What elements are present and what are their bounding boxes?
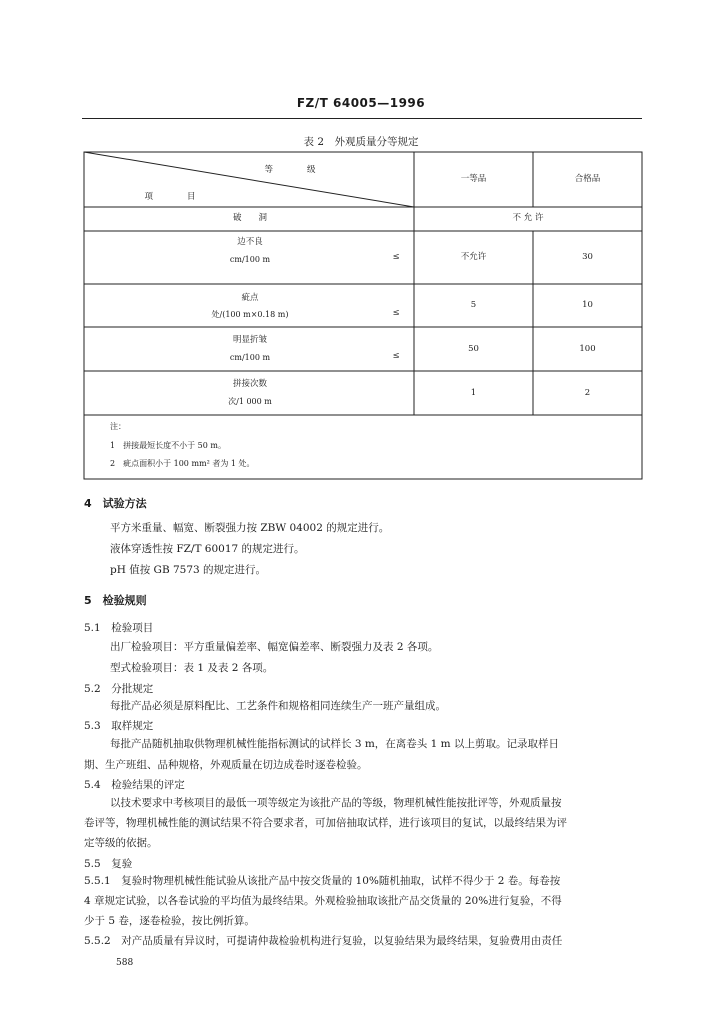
s55-title: 5.5 复验 xyxy=(84,858,133,870)
s51-line-1: 出厂检验项目：平方重量偏差率、幅宽偏差率、断裂强力及表 2 各项。 xyxy=(110,641,439,653)
row1-second: 30 xyxy=(582,252,593,262)
row1-name: 边不良 xyxy=(237,237,263,247)
s51-title: 5.1 检验项目 xyxy=(84,622,154,634)
section4-line-2: 液体穿透性按 FZ/T 60017 的规定进行。 xyxy=(110,543,305,555)
s52-line: 每批产品必须是原料配比、工艺条件和规格相同连续生产一班产量组成。 xyxy=(110,700,446,712)
s51-line-2: 型式检验项目：表 1 及表 2 各项。 xyxy=(110,662,274,674)
row2-sign: ≤ xyxy=(392,308,400,318)
row3-unit: cm/100 m xyxy=(229,353,271,362)
col-header-second: 合格品 xyxy=(574,174,601,184)
s53-line-1: 每批产品随机抽取供物理机械性能指标测试的试样长 3 m，在离卷头 1 m 以上剪取。记录取样日 xyxy=(110,738,559,750)
row1-first: 不允许 xyxy=(460,252,487,262)
corner-bottom-label: 项 目 xyxy=(144,192,196,202)
row3-first: 50 xyxy=(468,344,479,354)
row2-first: 5 xyxy=(470,300,477,310)
note-2: 2 疵点面积小于 100 mm² 者为 1 处。 xyxy=(110,459,255,468)
notes-title: 注： xyxy=(110,422,126,431)
row2-unit: 处/(100 m×0.18 m) xyxy=(211,310,289,319)
header-rule xyxy=(82,118,642,119)
row4-first: 1 xyxy=(470,388,477,398)
s551-line-1: 5.5.1 复验时物理机械性能试验从该批产品中按交货量的 10%随机抽取，试样不得少于 2 卷。每卷按 xyxy=(84,875,561,887)
row2-name: 疵点 xyxy=(241,293,259,303)
defect-value: 不 允 许 xyxy=(512,213,544,223)
row1-unit: cm/100 m xyxy=(229,255,271,264)
section4-line-3: pH 值按 GB 7573 的规定进行。 xyxy=(110,564,267,576)
row3-second: 100 xyxy=(579,344,596,354)
defect-label: 破 洞 xyxy=(232,213,267,223)
table-caption: 表 2 外观质量分等规定 xyxy=(303,136,419,148)
row3-name: 明显折皱 xyxy=(232,335,267,345)
section4-title: 4 试验方法 xyxy=(84,497,147,510)
note-1: 1 拼接最短长度不小于 50 m。 xyxy=(110,441,226,450)
corner-top-label: 等 级 xyxy=(264,165,316,175)
standard-code-header: FZ/T 64005—1996 xyxy=(296,96,426,110)
s54-line-1: 以技术要求中考核项目的最低一项等级定为该批产品的等级，物理机械性能按批评等，外观质量按 xyxy=(110,797,562,809)
row4-unit: 次/1 000 m xyxy=(228,397,272,406)
s52-title: 5.2 分批规定 xyxy=(84,683,154,695)
col-header-first: 一等品 xyxy=(460,174,487,184)
row4-name: 拼接次数 xyxy=(232,379,267,389)
s53-line-2: 期、生产班组、品种规格，外观质量在切边成卷时逐卷检验。 xyxy=(84,759,368,771)
section5-title: 5 检验规则 xyxy=(84,594,147,607)
s54-line-2: 卷评等，物理机械性能的测试结果不符合要求者，可加倍抽取试样，进行该项目的复试，以最终结果为评 xyxy=(84,817,567,829)
row3-sign: ≤ xyxy=(392,351,400,361)
section4-line-1: 平方米重量、幅宽、断裂强力按 ZBW 04002 的规定进行。 xyxy=(110,522,390,534)
row2-second: 10 xyxy=(582,300,593,310)
s54-line-3: 定等级的依据。 xyxy=(84,837,158,849)
row4-second: 2 xyxy=(584,388,591,398)
s551-line-3: 少于 5 卷，逐卷检验，按比例折算。 xyxy=(84,915,255,927)
page-number: 588 xyxy=(116,958,134,968)
s53-title: 5.3 取样规定 xyxy=(84,720,154,732)
s551-line-2: 4 章规定试验，以各卷试验的平均值为最终结果。外观检验抽取该批产品交货量的 20%进行复验，不得 xyxy=(84,895,562,907)
row1-sign: ≤ xyxy=(392,252,400,262)
s552-line: 5.5.2 对产品质量有异议时，可提请仲裁检验机构进行复验，以复验结果为最终结果，复验费用由责任 xyxy=(84,935,563,947)
s54-title: 5.4 检验结果的评定 xyxy=(84,779,185,791)
